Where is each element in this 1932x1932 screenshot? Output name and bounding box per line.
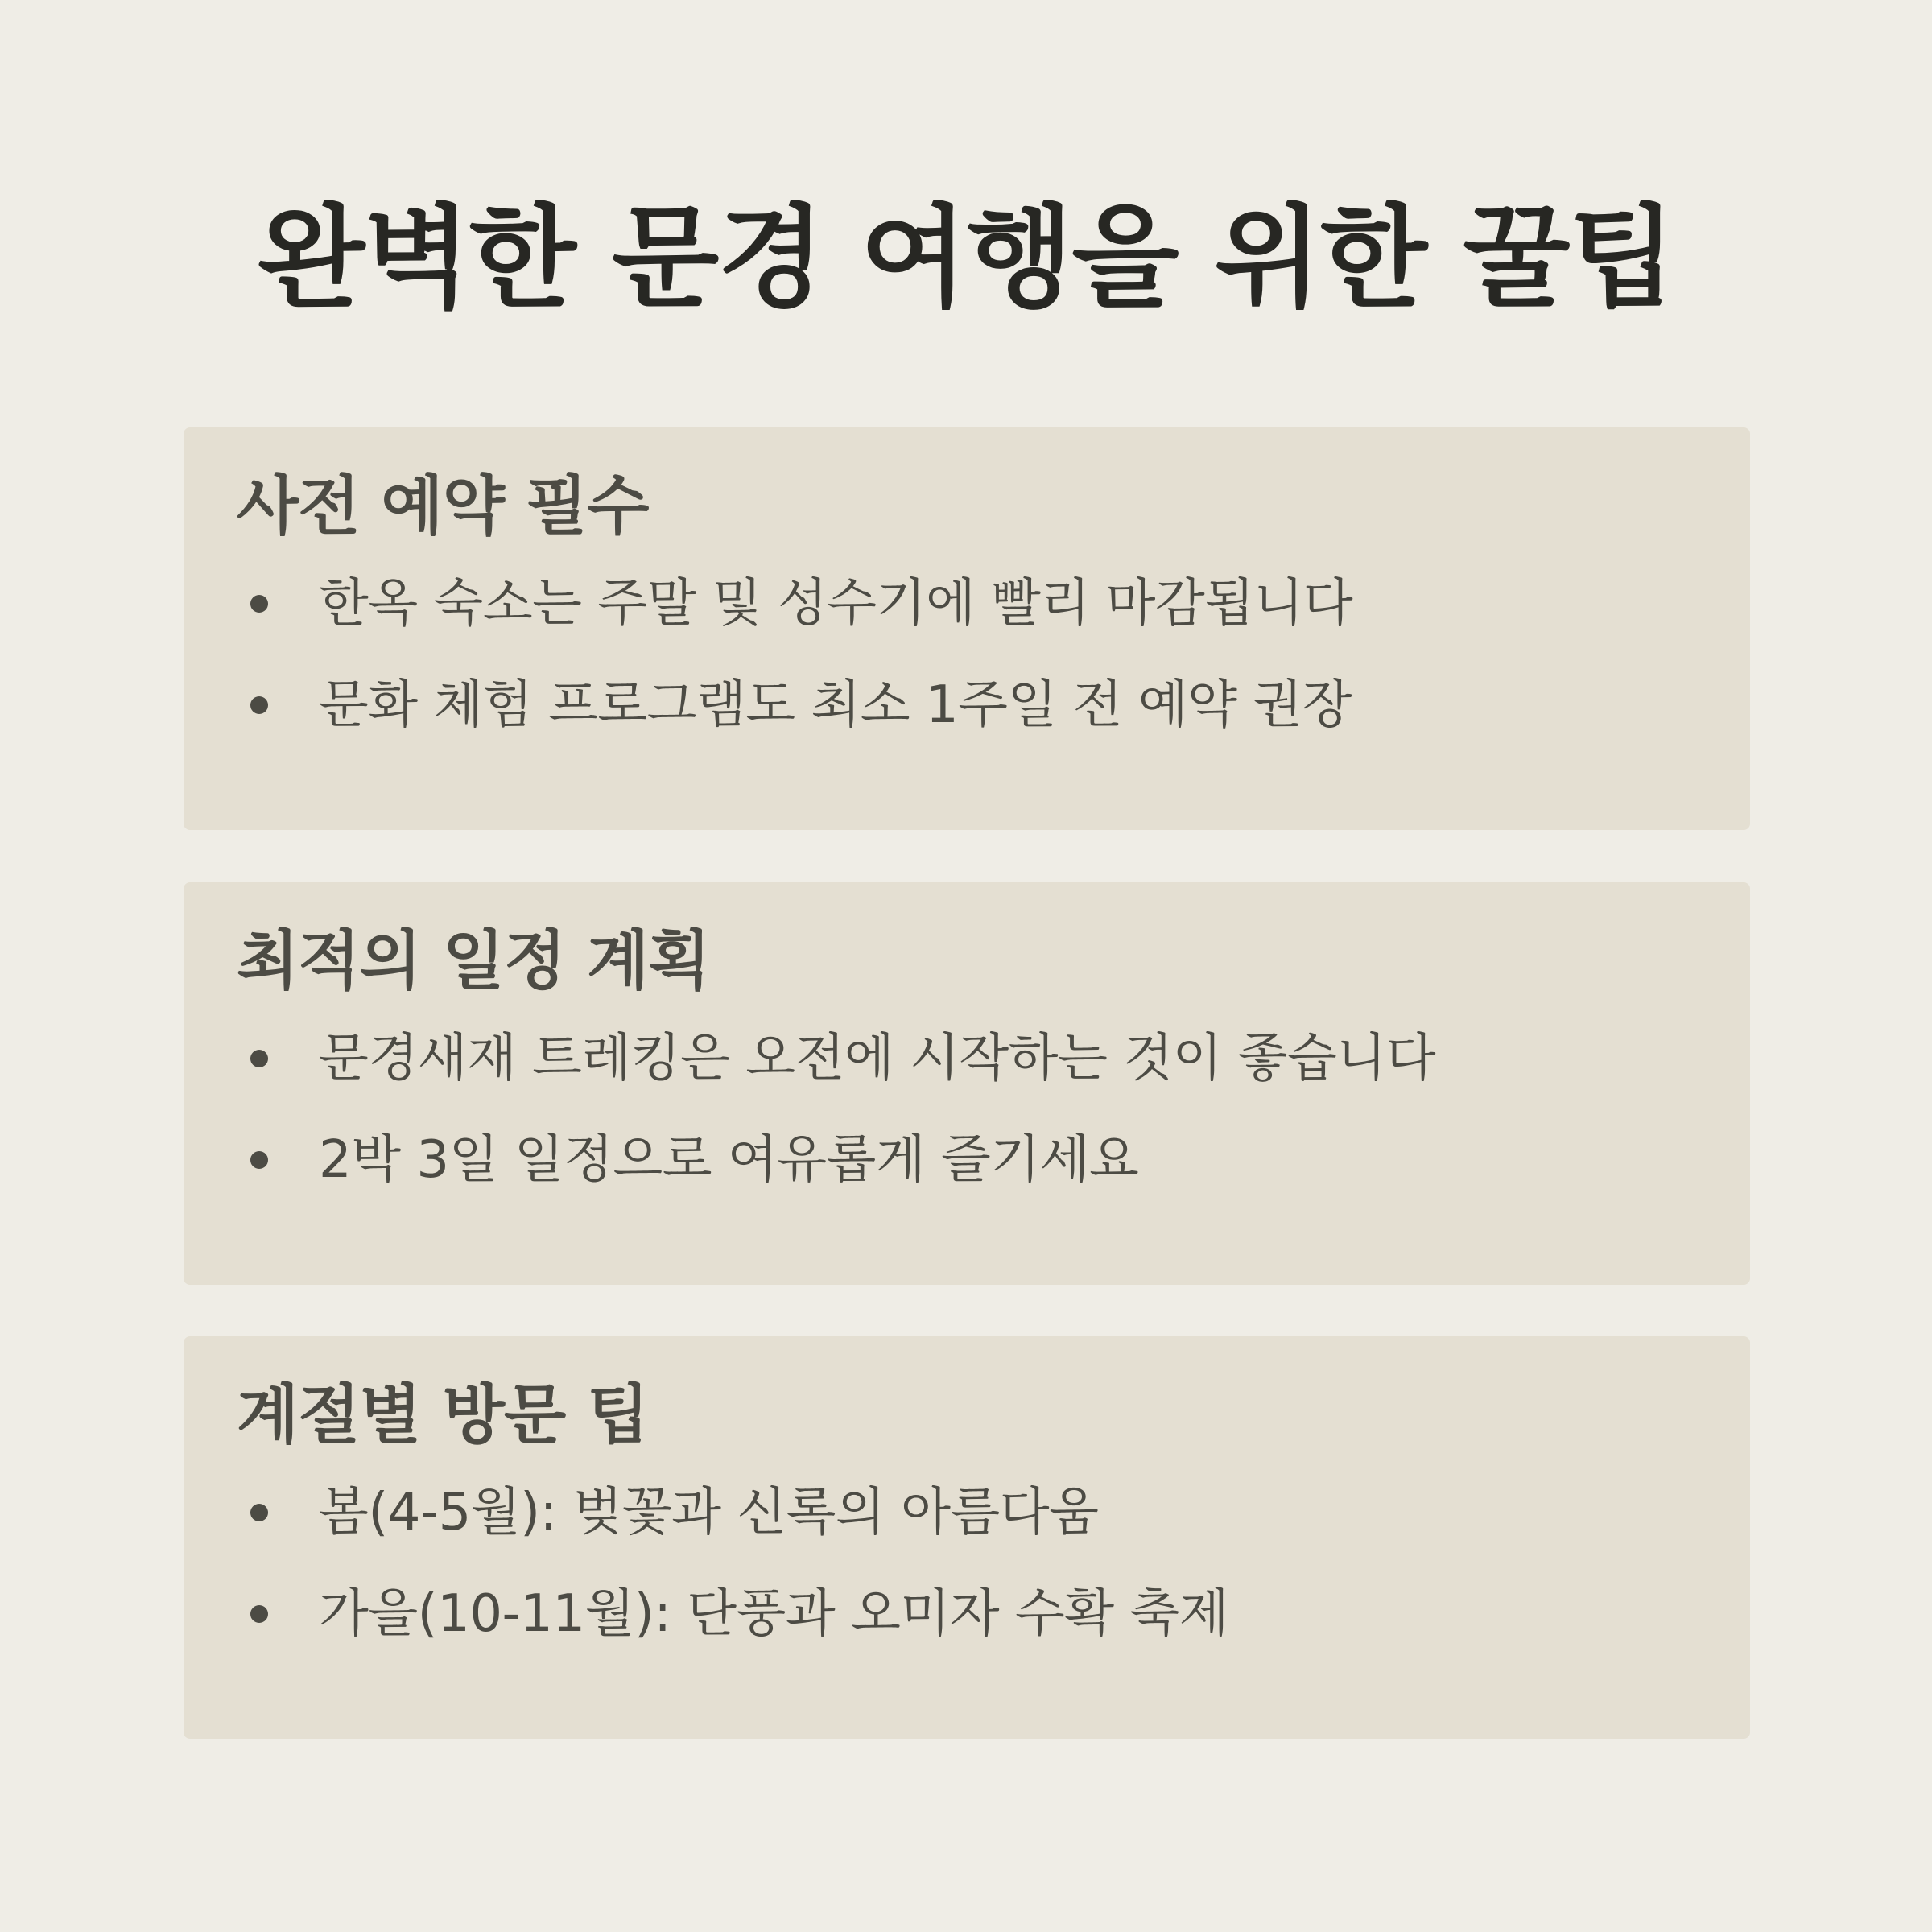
tip-card-seasonal [184,1336,1750,1739]
list-item-text: 한옥 숙소는 주말 및 성수기에 빨리 마감됩니다 [319,574,1353,634]
bullet-dot-icon [250,595,268,613]
card-heading: 최적의 일정 계획 [237,923,710,998]
list-item-text: 2박 3일 일정으로 여유롭게 즐기세요 [319,1130,1139,1190]
bullet-dot-icon [250,1504,268,1521]
list-item-text: 문화 체험 프로그램도 최소 1주일 전 예약 권장 [319,675,1352,735]
bullet-dot-icon [250,1605,268,1623]
page-title: 완벽한 문경 여행을 위한 꿀팁 [258,193,1674,323]
bullet-dot-icon [250,1050,268,1067]
list-item-text: 문경새재 트레킹은 오전에 시작하는 것이 좋습니다 [319,1029,1436,1088]
bullet-dot-icon [250,696,268,714]
card-heading: 계절별 방문 팁 [237,1377,649,1452]
list-item-text: 봄(4-5월): 벚꽃과 신록의 아름다움 [319,1483,1099,1542]
tip-card-reservation [184,427,1750,830]
card-heading: 사전 예약 필수 [237,469,649,543]
list-item-text: 가을(10-11월): 단풍과 오미자 수확 축제 [319,1584,1229,1644]
bullet-dot-icon [250,1151,268,1169]
tip-card-itinerary [184,882,1750,1285]
